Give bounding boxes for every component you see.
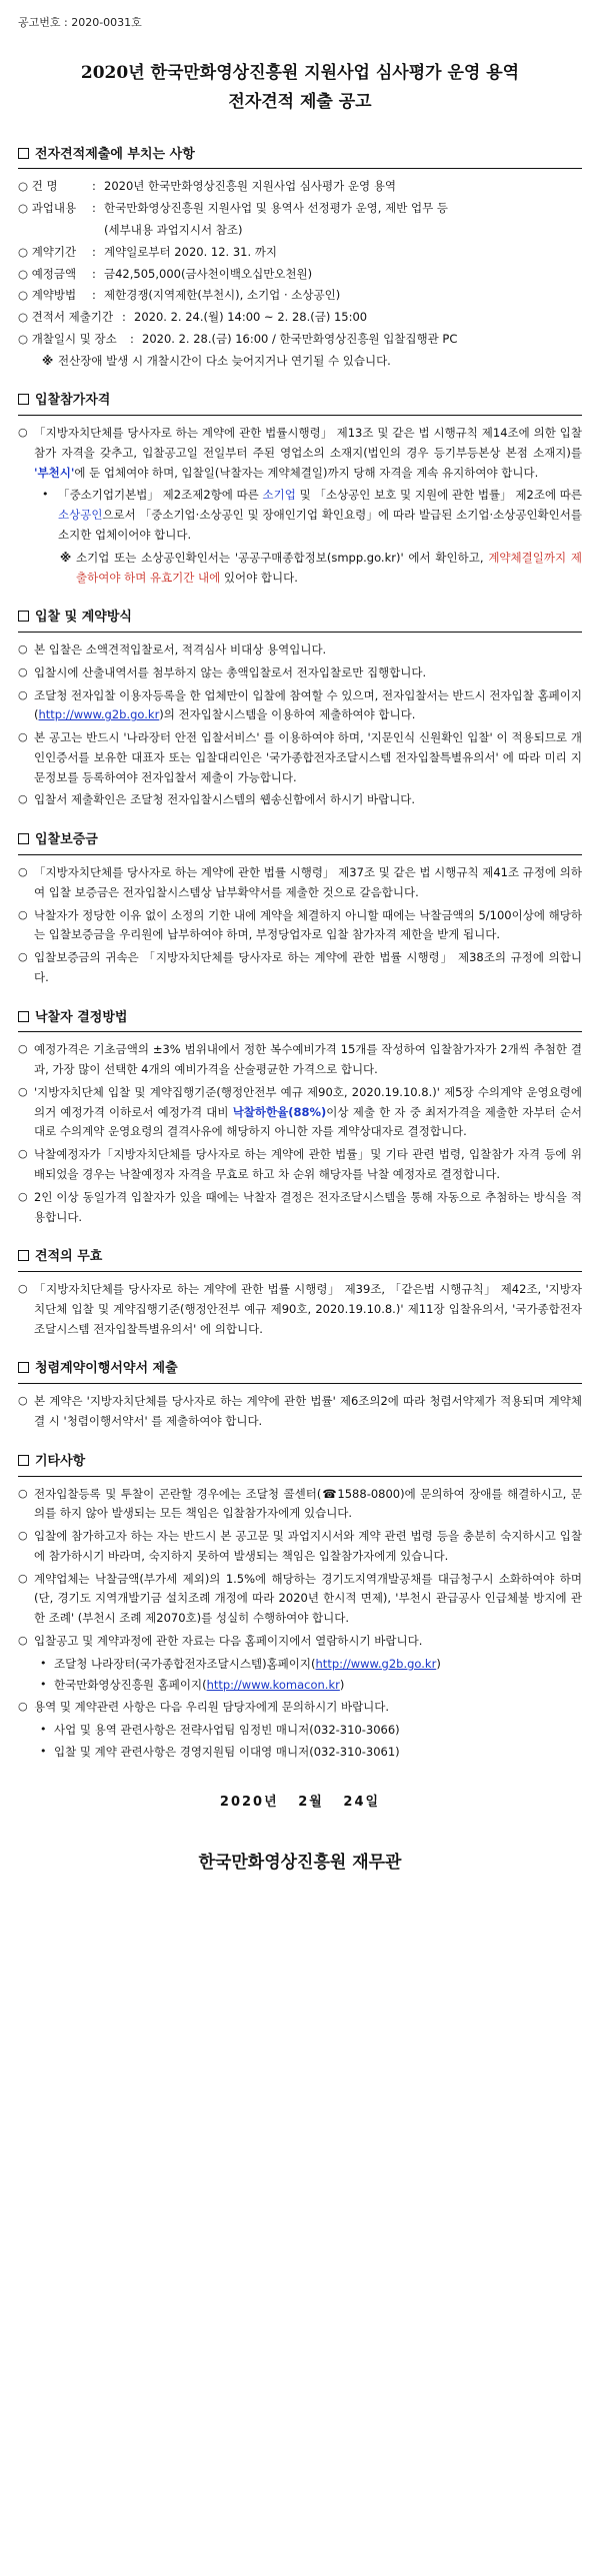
section-bid-items — [18, 145, 582, 372]
circle-bullet-icon — [18, 1527, 34, 1567]
circle-bullet-icon — [18, 1392, 34, 1432]
list-item: • 「중소기업기본법」 제2조제2항에 따른 소기업 및 「소상공인 보호 및 지원에 관한 법률」 제2조에 따른 소상공인으로서 「중소기업·소상공인 및 장애인기업 확인요령」에 따라 발급된 소기업·소상공인확인서를 소지한 업체이어야 합니다. — [42, 486, 582, 545]
list-item: ○ 입찰시에 산출내역서를 첨부하지 않는 총액입찰로서 전자입찰로만 집행합니다. — [18, 663, 582, 683]
circle-bullet-icon — [18, 728, 34, 787]
kv-row: (세부내용 과업지시서 참조) — [104, 223, 243, 238]
section-heading: 낙찰자 결정방법 — [18, 1008, 582, 1033]
list-item: • 조달청 나라장터(국가종합전자조달시스템)홈페이지(http://www.g2b.go.kr) — [40, 1655, 582, 1675]
list-item: ○ 본 공고는 반드시 '나라장터 안전 입찰서비스' 를 이용하여야 하며, '지문인식 신원확인 입찰' 이 적용되므로 개인인증서를 보유한 대표자 또는 입찰대리인은 '국가종합전자조달시스템 전자입찰특별유의서' 에 따라 미리 지문정보를 등록하여야 전자입찰서 제출이 가능합니다. — [18, 728, 582, 787]
list-item: ○ 본 계약은 '지방자치단체를 당사자로 하는 계약에 관한 법률' 제6조의2에 따라 청렴서약제가 적용되며 계약체결 시 '청렴이행서약서' 를 제출하여야 합니다. — [18, 1392, 582, 1432]
checkbox-square-icon — [18, 1250, 29, 1261]
document-title — [18, 59, 582, 117]
bid-items-list — [18, 177, 582, 371]
kv-row: ○ 계약기간 : 계약일로부터 2020. 12. 31. 까지 — [18, 244, 277, 259]
section-bid-deposit — [18, 830, 582, 987]
circle-bullet-icon — [18, 1570, 34, 1629]
circle-bullet-icon — [18, 790, 34, 810]
kv-row: ○ 개찰일시 및 장소 : 2020. 2. 28.(금) 16:00 / 한국만화영상진흥원 입찰집행관 PC — [18, 331, 458, 346]
title-line-1: 2020년 한국만화영상진흥원 지원사업 심사평가 운영 용역 — [80, 62, 520, 83]
section-heading: 기타사항 — [18, 1452, 582, 1477]
list-item: • 입찰 및 계약 관련사항은 경영지원팀 이대영 매니저(032-310-3061) — [40, 1743, 582, 1763]
title-line-2: 전자견적 제출 공고 — [228, 91, 372, 112]
note: ※ 소기업 또는 소상공인확인서는 '공공구매종합정보(smpp.go.kr)' 에서 확인하고, 계약체결일까지 제출하여야 하며 유효기간 내에 있어야 합니다. — [60, 550, 582, 585]
list-item: ○ 용역 및 계약관련 사항은 다음 우리원 담당자에게 문의하시기 바랍니다. — [18, 1698, 582, 1718]
circle-bullet-icon — [18, 1698, 34, 1718]
kv-row: ○ 과업내용 : 한국만화영상진흥원 지원사업 및 용역사 선정평가 운영, 제반 업무 등 — [18, 201, 448, 216]
circle-bullet-icon — [18, 948, 34, 988]
section-heading: 입찰보증금 — [18, 830, 582, 855]
checkbox-square-icon — [18, 1011, 29, 1022]
notice-number: 공고번호 : 2020-0031호 — [18, 16, 142, 29]
list-item: • 사업 및 용역 관련사항은 전략사업팀 임정빈 매니저(032-310-3066) — [40, 1721, 582, 1741]
list-item: ○ 입찰에 참가하고자 하는 자는 반드시 본 공고문 및 과업지시서와 계약 관련 법령 등을 충분히 숙지하시고 입찰에 참가하시기 바라며, 숙지하지 못하여 발생되는 책임은 입찰참가자에게 있습니다. — [18, 1527, 582, 1567]
circle-bullet-icon — [18, 1280, 34, 1339]
dot-bullet-icon — [40, 1743, 54, 1763]
kv-row: ○ 계약방법 : 제한경쟁(지역제한(부천시), 소기업 · 소상공인) — [18, 288, 341, 303]
section-other — [18, 1452, 582, 1763]
komacon-link[interactable]: http://www.komacon.kr — [206, 1678, 340, 1693]
list-item: ○ 낙찰자가 정당한 이유 없이 소정의 기한 내에 계약을 체결하지 아니할 때에는 낙찰금액의 5/100이상에 해당하는 입찰보증금을 우리원에 납부하여야 하며, 부정당업자로 입찰 참가자격 제한을 받게 됩니다. — [18, 906, 582, 946]
circle-bullet-icon — [18, 1188, 34, 1228]
dot-bullet-icon — [40, 1655, 54, 1675]
g2b-link[interactable]: http://www.g2b.go.kr — [38, 707, 160, 722]
checkbox-square-icon — [18, 833, 29, 844]
kv-row: ○ 예정금액 : 금42,505,000(금사천이백오십만오천원) — [18, 266, 313, 281]
list-item: ○ 「지방자치단체를 당사자로 하는 계약에 관한 법률 시행령」 제39조, 「같은법 시행규칙」 제42조, '지방자치단체 입찰 및 계약집행기준(행정안전부 예규 제90호, 2020.19.10.8.)' 제11장 입찰유의서, '국가종합전자조달시스템 전자입찰특별유의서' 에 의합니다. — [18, 1280, 582, 1339]
kv-row: ○ 견적서 제출기간 : 2020. 2. 24.(월) 14:00 ~ 2. 28.(금) 15:00 — [18, 310, 368, 325]
list-item: • 한국만화영상진흥원 홈페이지(http://www.komacon.kr) — [40, 1676, 582, 1696]
section-heading: 전자견적제출에 부치는 사항 — [18, 145, 582, 170]
circle-bullet-icon — [18, 1632, 34, 1652]
list-item: ○ 계약업체는 낙찰금액(부가세 제외)의 1.5%에 해당하는 경기도지역개발공채를 대급청구시 소화하여야 하며(단, 경기도 지역개발기금 설치조례 개정에 따라 2020년 한시적 면제), '부천시 관급공사 인급체불 방지에 관한 조례' (부천시 조례 제2070호)를 성실히 수행하여야 합니다. — [18, 1570, 582, 1629]
list-item: ○ 본 입찰은 소액견적입찰로서, 적격심사 비대상 용역입니다. — [18, 641, 582, 660]
list-item: ○ 낙찰예정자가「지방자치단체를 당사자로 하는 계약에 관한 법률」및 기타 관련 법령, 입찰참가 자격 등에 위배되었을 경우는 낙찰예정자 자격을 무효로 하고 차 순위 해당자를 낙찰 예정자로 결정합니다. — [18, 1145, 582, 1185]
section-invalid-quote — [18, 1247, 582, 1339]
section-award-method — [18, 1008, 582, 1228]
list-item: ○ 입찰서 제출확인은 조달청 전자입찰시스템의 웹송신함에서 하시기 바랍니다. — [18, 790, 582, 810]
circle-bullet-icon — [18, 906, 34, 946]
circle-bullet-icon — [18, 641, 34, 660]
note: ※ 전산장애 발생 시 개찰시간이 다소 늦어지거나 연기될 수 있습니다. — [42, 353, 391, 368]
dot-bullet-icon — [42, 486, 58, 545]
circle-bullet-icon — [18, 1145, 34, 1185]
dot-bullet-icon — [40, 1721, 54, 1741]
list-item: ○ 입찰공고 및 계약과정에 관한 자료는 다음 홈페이지에서 열람하시기 바랍니다. — [18, 1632, 582, 1652]
circle-bullet-icon — [18, 863, 34, 903]
checkbox-square-icon — [18, 1455, 29, 1466]
checkbox-square-icon — [18, 1362, 29, 1373]
circle-bullet-icon — [18, 424, 34, 483]
list-item: ○ 예정가격은 기초금액의 ±3% 범위내에서 정한 복수예비가격 15개를 작성하여 입찰참가자가 2개씩 추첨한 결과, 가장 많이 선택한 4개의 예비가격을 산술평균한 가격으로 합니다. — [18, 1040, 582, 1080]
circle-bullet-icon — [18, 1485, 34, 1525]
checkbox-square-icon — [18, 611, 29, 622]
list-item: ○ 「지방자치단체를 당사자로 하는 계약에 관한 법률시행령」 제13조 및 같은 법 시행규칙 제14조에 의한 입찰참가 자격을 갖추고, 입찰공고일 전일부터 주된 영업소의 소재지(법인의 경우 등기부등본상 본점 소재지)를 '부천시'에 둔 업체여야 하며, 입찰일(낙찰자는 계약체결일)까지 당해 자격을 계속 유지하여야 합니다. — [18, 424, 582, 483]
list-item: ○ 입찰보증금의 귀속은 「지방자치단체를 당사자로 하는 계약에 관한 법률 시행령」 제38조의 규정에 의합니다. — [18, 948, 582, 988]
dot-bullet-icon — [40, 1676, 54, 1696]
section-heading: 입찰 및 계약방식 — [18, 608, 582, 633]
checkbox-square-icon — [18, 394, 29, 405]
list-item: ○ 「지방자치단체를 당사자로 하는 계약에 관한 법률 시행령」 제37조 및 같은 법 시행규칙 제41조 규정에 의하여 입찰 보증금은 전자입찰시스템상 납부확약서를 제출한 것으로 갈음합니다. — [18, 863, 582, 903]
section-bid-method — [18, 608, 582, 810]
section-heading: 입찰참가자격 — [18, 391, 582, 416]
section-heading: 청렴계약이행서약서 제출 — [18, 1359, 582, 1384]
g2b-link[interactable]: http://www.g2b.go.kr — [315, 1656, 437, 1671]
section-eligibility — [18, 391, 582, 588]
circle-bullet-icon — [18, 1040, 34, 1080]
circle-bullet-icon — [18, 686, 34, 726]
notice-date: 2020년 2월 24일 — [219, 1795, 381, 1811]
section-heading: 견적의 무효 — [18, 1247, 582, 1272]
section-integrity-pledge — [18, 1359, 582, 1431]
list-item: ○ '지방자치단체 입찰 및 계약집행기준(행정안전부 예규 제90호, 2020.19.10.8.)' 제5장 수의계약 운영요령에 의거 예정가격 이하로서 예정가격 대비 낙찰하한율(88%)이상 제출 한 자 중 최저가격을 제출한 자부터 순서대로 수의계약 운영요령의 결격사유에 해당하지 아니한 자를 계약상대자로 결정합니다. — [18, 1083, 582, 1142]
issuer-name: 한국만화영상진흥원 재무관 — [198, 1852, 402, 1873]
circle-bullet-icon — [18, 1083, 34, 1142]
list-item: ○ 조달청 전자입찰 이용자등록을 한 업체만이 입찰에 참여할 수 있으며, 전자입찰서는 반드시 전자입찰 홈페이지(http://www.g2b.go.kr)의 전자입찰시스템을 이용하여 제출하여야 합니다. — [18, 686, 582, 726]
circle-bullet-icon — [18, 663, 34, 683]
list-item: ○ 전자입찰등록 및 투찰이 곤란할 경우에는 조달청 콜센터(☎1588-0800)에 문의하여 장애를 해결하시고, 문의를 하지 않아 발생되는 모든 책임은 입찰참가자에게 있습니다. — [18, 1485, 582, 1525]
kv-row: ○ 건 명 : 2020년 한국만화영상진흥원 지원사업 심사평가 운영 용역 — [18, 179, 396, 194]
checkbox-square-icon — [18, 148, 29, 159]
list-item: ○ 2인 이상 동일가격 입찰자가 있을 때에는 낙찰자 결정은 전자조달시스템을 통해 자동으로 추첨하는 방식을 적용합니다. — [18, 1188, 582, 1228]
